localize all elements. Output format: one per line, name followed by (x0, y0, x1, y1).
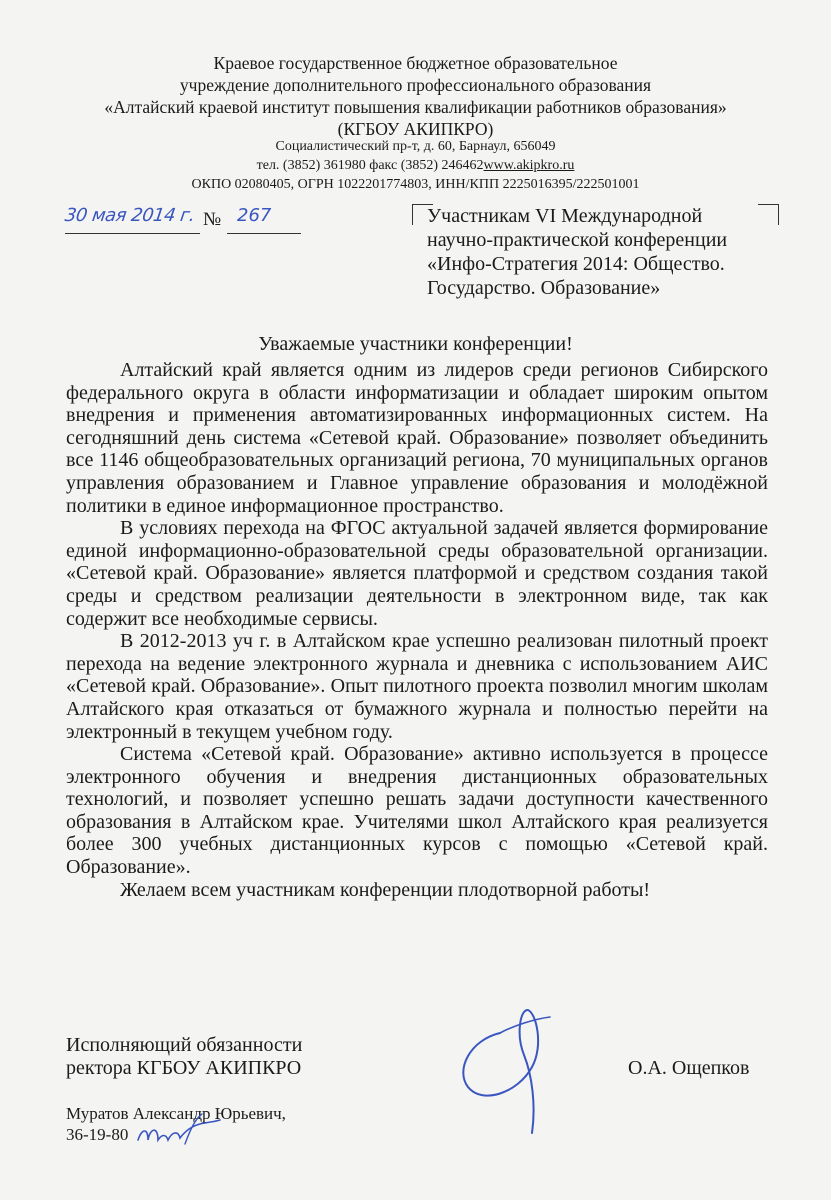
body-paragraph: В условиях перехода на ФГОС актуальной задачей является формирование единой информационно-образовательной среды образовательной организации. «Сетевой край. Образование» является платформой и средством создания такой среды и средством реализации деятельности в электронном виде, так как содержит все необходимые сервисы. (66, 517, 768, 630)
letterhead-organization (0, 52, 831, 140)
addressee-line-2: научно-практической конференции (427, 229, 728, 251)
addressee-line-3: «Инфо-Стратегия 2014: Общество. (427, 253, 725, 275)
registration-line (65, 205, 305, 235)
executor-initials-signature (130, 1110, 225, 1160)
body-paragraph: В 2012-2013 уч г. в Алтайском крае успешно реализован пилотный проект перехода на ведение электронного журнала и дневника с использованием АИС «Сетевой край. Образование». Опыт пилотного проекта позволил многим школам Алтайского края отказаться от бумажного журнала и полностью перейти на электронный в текущем учебном году. (66, 630, 768, 743)
org-abbreviation: (КГБОУ АКИПКРО) (337, 119, 494, 139)
body-paragraph: Система «Сетевой край. Образование» активно используется в процессе электронного обучения и внедрения дистанционных образовательных технологий, и позволяет успешно решать задачи доступности качественного образования в Алтайском крае. Учителями школ Алтайского края реализуется более 300 учебных дистанционных курсов с помощью «Сетевой край. Образование». (66, 743, 768, 879)
org-registration-codes: ОКПО 02080405, ОГРН 1022201774803, ИНН/КПП 2225016395/222501001 (191, 177, 640, 192)
number-sign: № (203, 209, 222, 230)
org-phones: тел. (3852) 361980 факс (3852) 246462 (256, 158, 484, 173)
letter-body (66, 359, 768, 901)
signatory-name: О.А. Ощепков (628, 1057, 750, 1079)
signatory-title (66, 1034, 302, 1080)
addressee-block (427, 204, 777, 300)
handwritten-date: 30 мая 2014 г. (63, 205, 196, 226)
signatory-title-line-2: ректора КГБОУ АКИПКРО (66, 1057, 302, 1079)
signatory-title-line-1: Исполняющий обязанности (66, 1034, 303, 1056)
body-paragraph: Алтайский край является одним из лидеров среди регионов Сибирского федерального округа в области информатизации и обладает широким опытом внедрения и применения автоматизированных информационных систем. На сегодняшний день система «Сетевой край. Образование» позволяет объединить все 1146 общеобразовательных организаций региона, 70 муниципальных органов управления образованием и Главное управление образования и молодёжной политики в единое информационное пространство. (66, 359, 768, 517)
org-name-line-2: учреждение дополнительного профессионального образования (179, 75, 652, 95)
handwritten-number: 267 (237, 205, 272, 226)
org-phones-line (0, 156, 831, 175)
addressee-line-4: Государство. Образование» (427, 277, 661, 299)
date-underline (65, 233, 200, 234)
org-website-link[interactable]: www.akipkro.ru (483, 158, 575, 173)
letterhead-contacts (0, 137, 831, 194)
handwritten-signature (440, 995, 590, 1135)
closing-wish: Желаем всем участникам конференции плодотворной работы! (120, 878, 651, 901)
executor-phone: 36-19-80 (66, 1125, 129, 1144)
org-name-line-3: «Алтайский краевой институт повышения квалификации работников образования» (104, 97, 727, 117)
addressee-line-1: Участникам VI Международной (427, 205, 703, 227)
org-name-line-1: Краевое государственное бюджетное образовательное (213, 53, 618, 73)
letter-greeting: Уважаемые участники конференции! (258, 333, 573, 355)
number-underline (227, 233, 301, 234)
org-address: Социалистический пр-т, д. 60, Барнаул, 656049 (275, 139, 556, 154)
executor-name: Муратов Александр Юрьевич, (66, 1104, 286, 1123)
